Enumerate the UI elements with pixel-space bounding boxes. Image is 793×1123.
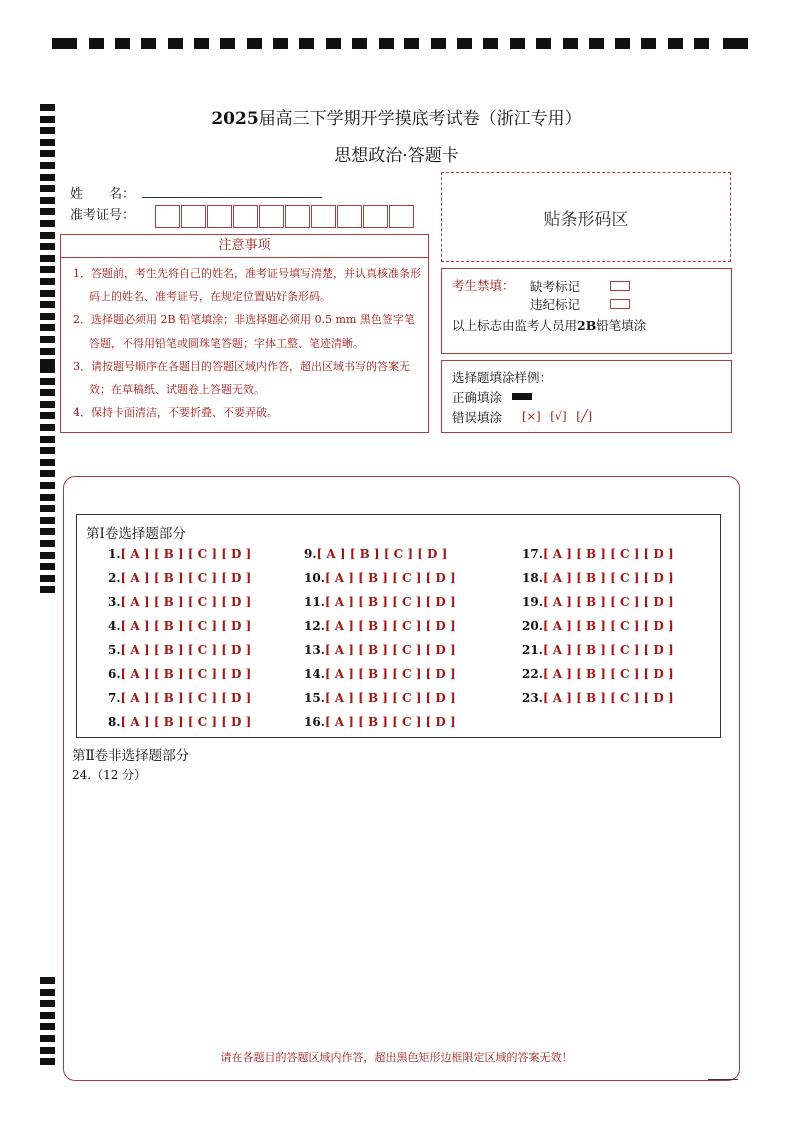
fill-sample-box [441,360,732,433]
timing-mark [40,255,55,262]
question-number: 15. [304,691,325,705]
timing-mark [40,575,55,582]
forbid-note [452,316,646,334]
exam-number-cell[interactable] [259,205,284,228]
timing-mark [40,977,55,984]
question-number: 16. [304,715,325,729]
timing-mark [40,336,55,343]
timing-mark [40,1035,55,1042]
choice-question[interactable] [522,691,674,705]
answer-options[interactable]: [ A ] [ B ] [ C ] [ D ] [542,643,674,657]
choice-question[interactable] [304,691,456,705]
violation-mark-label: 违纪标记 [530,297,581,312]
answer-options[interactable]: [ A ] [ B ] [ C ] [ D ] [542,619,674,633]
timing-mark [40,436,55,443]
choice-question[interactable] [108,547,251,561]
forbid-note-pre: 以上标志由监考人员用 [452,318,578,333]
question-number: 6. [108,667,121,681]
wrong-sample-slash: [╱] [576,409,593,423]
question-24-label: 24.（12 分） [72,768,147,782]
question-number: 17. [522,547,543,561]
question-number: 14. [304,667,325,681]
answer-options[interactable]: [ A ] [ B ] [ C ] [ D ] [324,715,456,729]
timing-mark [115,38,130,49]
question-number: 19. [522,595,543,609]
question-number: 5. [108,643,121,657]
question-number: 8. [108,715,121,729]
part1-title: 第Ⅰ卷选择题部分 [86,526,186,542]
question-number: 20. [522,619,543,633]
timing-mark [431,38,446,49]
notice-item-1: 1．答题前，考生先将自己的姓名，准考证号填写清楚，并认真核准条形码上的姓名、准考证号，在规定位置贴好条形码。 [73,267,421,304]
question-number: 23. [522,691,543,705]
timing-mark [40,185,55,192]
timing-mark [40,482,55,489]
choice-question[interactable] [108,715,251,729]
choice-question[interactable] [522,643,674,657]
question-number: 4. [108,619,121,633]
timing-mark [589,38,604,49]
choice-question[interactable] [108,691,251,705]
timing-mark [40,290,55,297]
timing-mark [247,38,262,49]
timing-mark [40,1012,55,1019]
timing-mark [40,505,55,512]
choice-question[interactable] [522,667,674,681]
timing-mark [273,38,288,49]
timing-mark [40,197,55,204]
timing-mark [40,313,55,320]
exam-number-cell[interactable] [337,205,362,228]
answer-options[interactable]: [ A ] [ B ] [ C ] [ D ] [324,619,456,633]
timing-mark [40,278,55,285]
answer-options[interactable]: [ A ] [ B ] [ C ] [ D ] [120,571,252,585]
answer-options[interactable]: [ A ] [ B ] [ C ] [ D ] [324,667,456,681]
timing-mark [40,366,55,373]
answer-options[interactable]: [ A ] [ B ] [ C ] [ D ] [324,643,456,657]
timing-mark [404,38,419,49]
part2-title: 第Ⅱ卷非选择题部分 [72,748,190,764]
sample-title: 选择题填涂样例： [452,370,553,385]
timing-mark [40,470,55,477]
choice-question[interactable] [304,643,456,657]
answer-options[interactable]: [ A ] [ B ] [ C ] [ D ] [542,595,674,609]
timing-mark [352,38,367,49]
wrong-fill-samples [522,409,592,423]
timing-mark [40,424,55,431]
correct-fill-sample [512,393,532,400]
timing-mark [40,989,55,996]
choice-question[interactable] [108,643,251,657]
exam-number-cell[interactable] [155,205,180,228]
top-timing-marks [52,38,750,51]
question-number: 21. [522,643,543,657]
choice-question[interactable] [304,715,456,729]
exam-number-cell[interactable] [311,205,336,228]
question-number: 10. [304,571,325,585]
choice-question[interactable] [522,547,674,561]
absent-mark-label: 缺考标记 [530,279,581,294]
choice-question[interactable] [522,571,674,585]
answer-options[interactable]: [ A ] [ B ] [ C ] [ D ] [542,547,674,561]
answer-options[interactable]: [ A ] [ B ] [ C ] [ D ] [120,715,252,729]
exam-number-cell[interactable] [363,205,388,228]
wrong-sample-check: [√] [550,409,567,423]
timing-mark [40,447,55,454]
timing-mark [40,232,55,239]
answer-options[interactable]: [ A ] [ B ] [ C ] [ D ] [316,547,448,561]
timing-mark [40,517,55,524]
exam-number-cell[interactable] [181,205,206,228]
timing-mark [40,266,55,273]
answer-options[interactable]: [ A ] [ B ] [ C ] [ D ] [120,667,252,681]
timing-mark [194,38,209,49]
timing-mark [40,563,55,570]
choice-question[interactable] [304,667,456,681]
absent-mark-box[interactable] [610,281,630,291]
timing-mark [40,348,55,355]
answer-options[interactable]: [ A ] [ B ] [ C ] [ D ] [120,547,252,561]
timing-mark [141,38,156,49]
title-year: 2025 [211,109,259,129]
timing-mark [40,1023,55,1030]
exam-number-field[interactable] [155,205,415,228]
timing-mark [40,301,55,308]
forbid-label: 考生禁填： [452,278,515,293]
timing-mark [723,38,748,49]
question-number: 7. [108,691,121,705]
question-number: 9. [304,547,317,561]
correct-fill-label: 正确填涂 [452,390,503,405]
timing-mark [563,38,578,49]
timing-mark [694,38,709,49]
choice-question[interactable] [108,667,251,681]
exam-number-cell[interactable] [389,205,414,228]
timing-mark [483,38,498,49]
question-number: 13. [304,643,325,657]
notice-item-2: 2．选择题必须用 2B 铅笔填涂；非选择题必须用 0.5 mm 黑色签字笔答题，不得用铅笔或圆珠笔答题；字体工整、笔迹清晰。 [73,313,415,350]
forbid-note-post: 铅笔填涂 [596,318,647,333]
answer-options[interactable]: [ A ] [ B ] [ C ] [ D ] [542,571,674,585]
corner-line [708,1079,738,1080]
timing-mark [326,38,341,49]
timing-mark [40,1000,55,1007]
title-text: 届高三下学期开学摸底考试卷（浙江专用） [258,109,582,129]
answer-options[interactable]: [ A ] [ B ] [ C ] [ D ] [120,691,252,705]
choice-question[interactable] [304,595,456,609]
timing-mark [299,38,314,49]
question-number: 1. [108,547,121,561]
answer-options[interactable]: [ A ] [ B ] [ C ] [ D ] [120,643,252,657]
timing-mark [379,38,394,49]
choice-question[interactable] [304,547,447,561]
notice-heading: 注意事项 [60,234,429,258]
choice-question[interactable] [108,619,251,633]
exam-number-cell[interactable] [207,205,232,228]
question-number: 3. [108,595,121,609]
notice-list [60,258,429,433]
timing-mark [510,38,525,49]
timing-mark [40,378,55,385]
timing-mark [40,412,55,419]
question-number: 12. [304,619,325,633]
wrong-fill-label: 错误填涂 [452,410,503,425]
timing-mark [40,586,55,593]
timing-mark [615,38,630,49]
question-number: 22. [522,667,543,681]
timing-mark [220,38,235,49]
timing-mark [40,528,55,535]
notice-item-4: 4．保持卡面清洁，不要折叠、不要弄破。 [73,406,278,420]
timing-mark [641,38,656,49]
timing-mark [40,552,55,559]
name-label: 姓 名： [70,187,136,202]
timing-mark [40,243,55,250]
answer-options[interactable]: [ A ] [ B ] [ C ] [ D ] [542,691,674,705]
choice-question[interactable] [522,595,674,609]
footer-note: 请在各题目的答题区域内作答，超出黑色矩形边框限定区域的答案无效！ [220,1051,573,1064]
violation-mark-box[interactable] [610,299,630,309]
timing-mark [457,38,472,49]
barcode-label: 贴条形码区 [543,209,629,230]
exam-number-cell[interactable] [285,205,310,228]
timing-mark [536,38,551,49]
timing-mark [168,38,183,49]
question-number: 11. [304,595,325,609]
timing-mark [40,174,55,181]
timing-mark [40,540,55,547]
choice-question[interactable] [304,619,456,633]
examiner-only-box [441,268,732,354]
timing-mark [668,38,683,49]
question-24-answer-area[interactable] [72,786,722,1036]
wrong-sample-x: [×] [522,409,541,423]
question-number: 2. [108,571,121,585]
timing-mark [40,401,55,408]
exam-number-label: 准考证号： [70,208,136,223]
page-subtitle: 思想政治·答题卡 [334,146,459,166]
timing-mark [40,459,55,466]
timing-mark [89,38,104,49]
page-title [0,104,793,129]
answer-options[interactable]: [ A ] [ B ] [ C ] [ D ] [120,619,252,633]
question-number: 18. [522,571,543,585]
notice-item-3: 3．请按题号顺序在各题目的答题区域内作答，超出区域书写的答案无效；在草稿纸、试题卷上答题无效。 [73,359,410,397]
timing-mark [40,220,55,227]
answer-options[interactable]: [ A ] [ B ] [ C ] [ D ] [542,667,674,681]
timing-mark [40,208,55,215]
barcode-area [441,172,731,262]
answer-options[interactable]: [ A ] [ B ] [ C ] [ D ] [324,571,456,585]
timing-mark [40,494,55,501]
choice-question[interactable] [108,595,251,609]
answer-options[interactable]: [ A ] [ B ] [ C ] [ D ] [324,691,456,705]
choice-question[interactable] [522,619,674,633]
answer-options[interactable]: [ A ] [ B ] [ C ] [ D ] [120,595,252,609]
choice-question[interactable] [304,571,456,585]
timing-mark [40,389,55,396]
timing-mark [52,38,77,49]
answer-options[interactable]: [ A ] [ B ] [ C ] [ D ] [324,595,456,609]
timing-mark [40,324,55,331]
name-field[interactable] [142,197,322,198]
forbid-note-bold: 2B [577,318,597,333]
exam-number-cell[interactable] [233,205,258,228]
choice-question[interactable] [108,571,251,585]
